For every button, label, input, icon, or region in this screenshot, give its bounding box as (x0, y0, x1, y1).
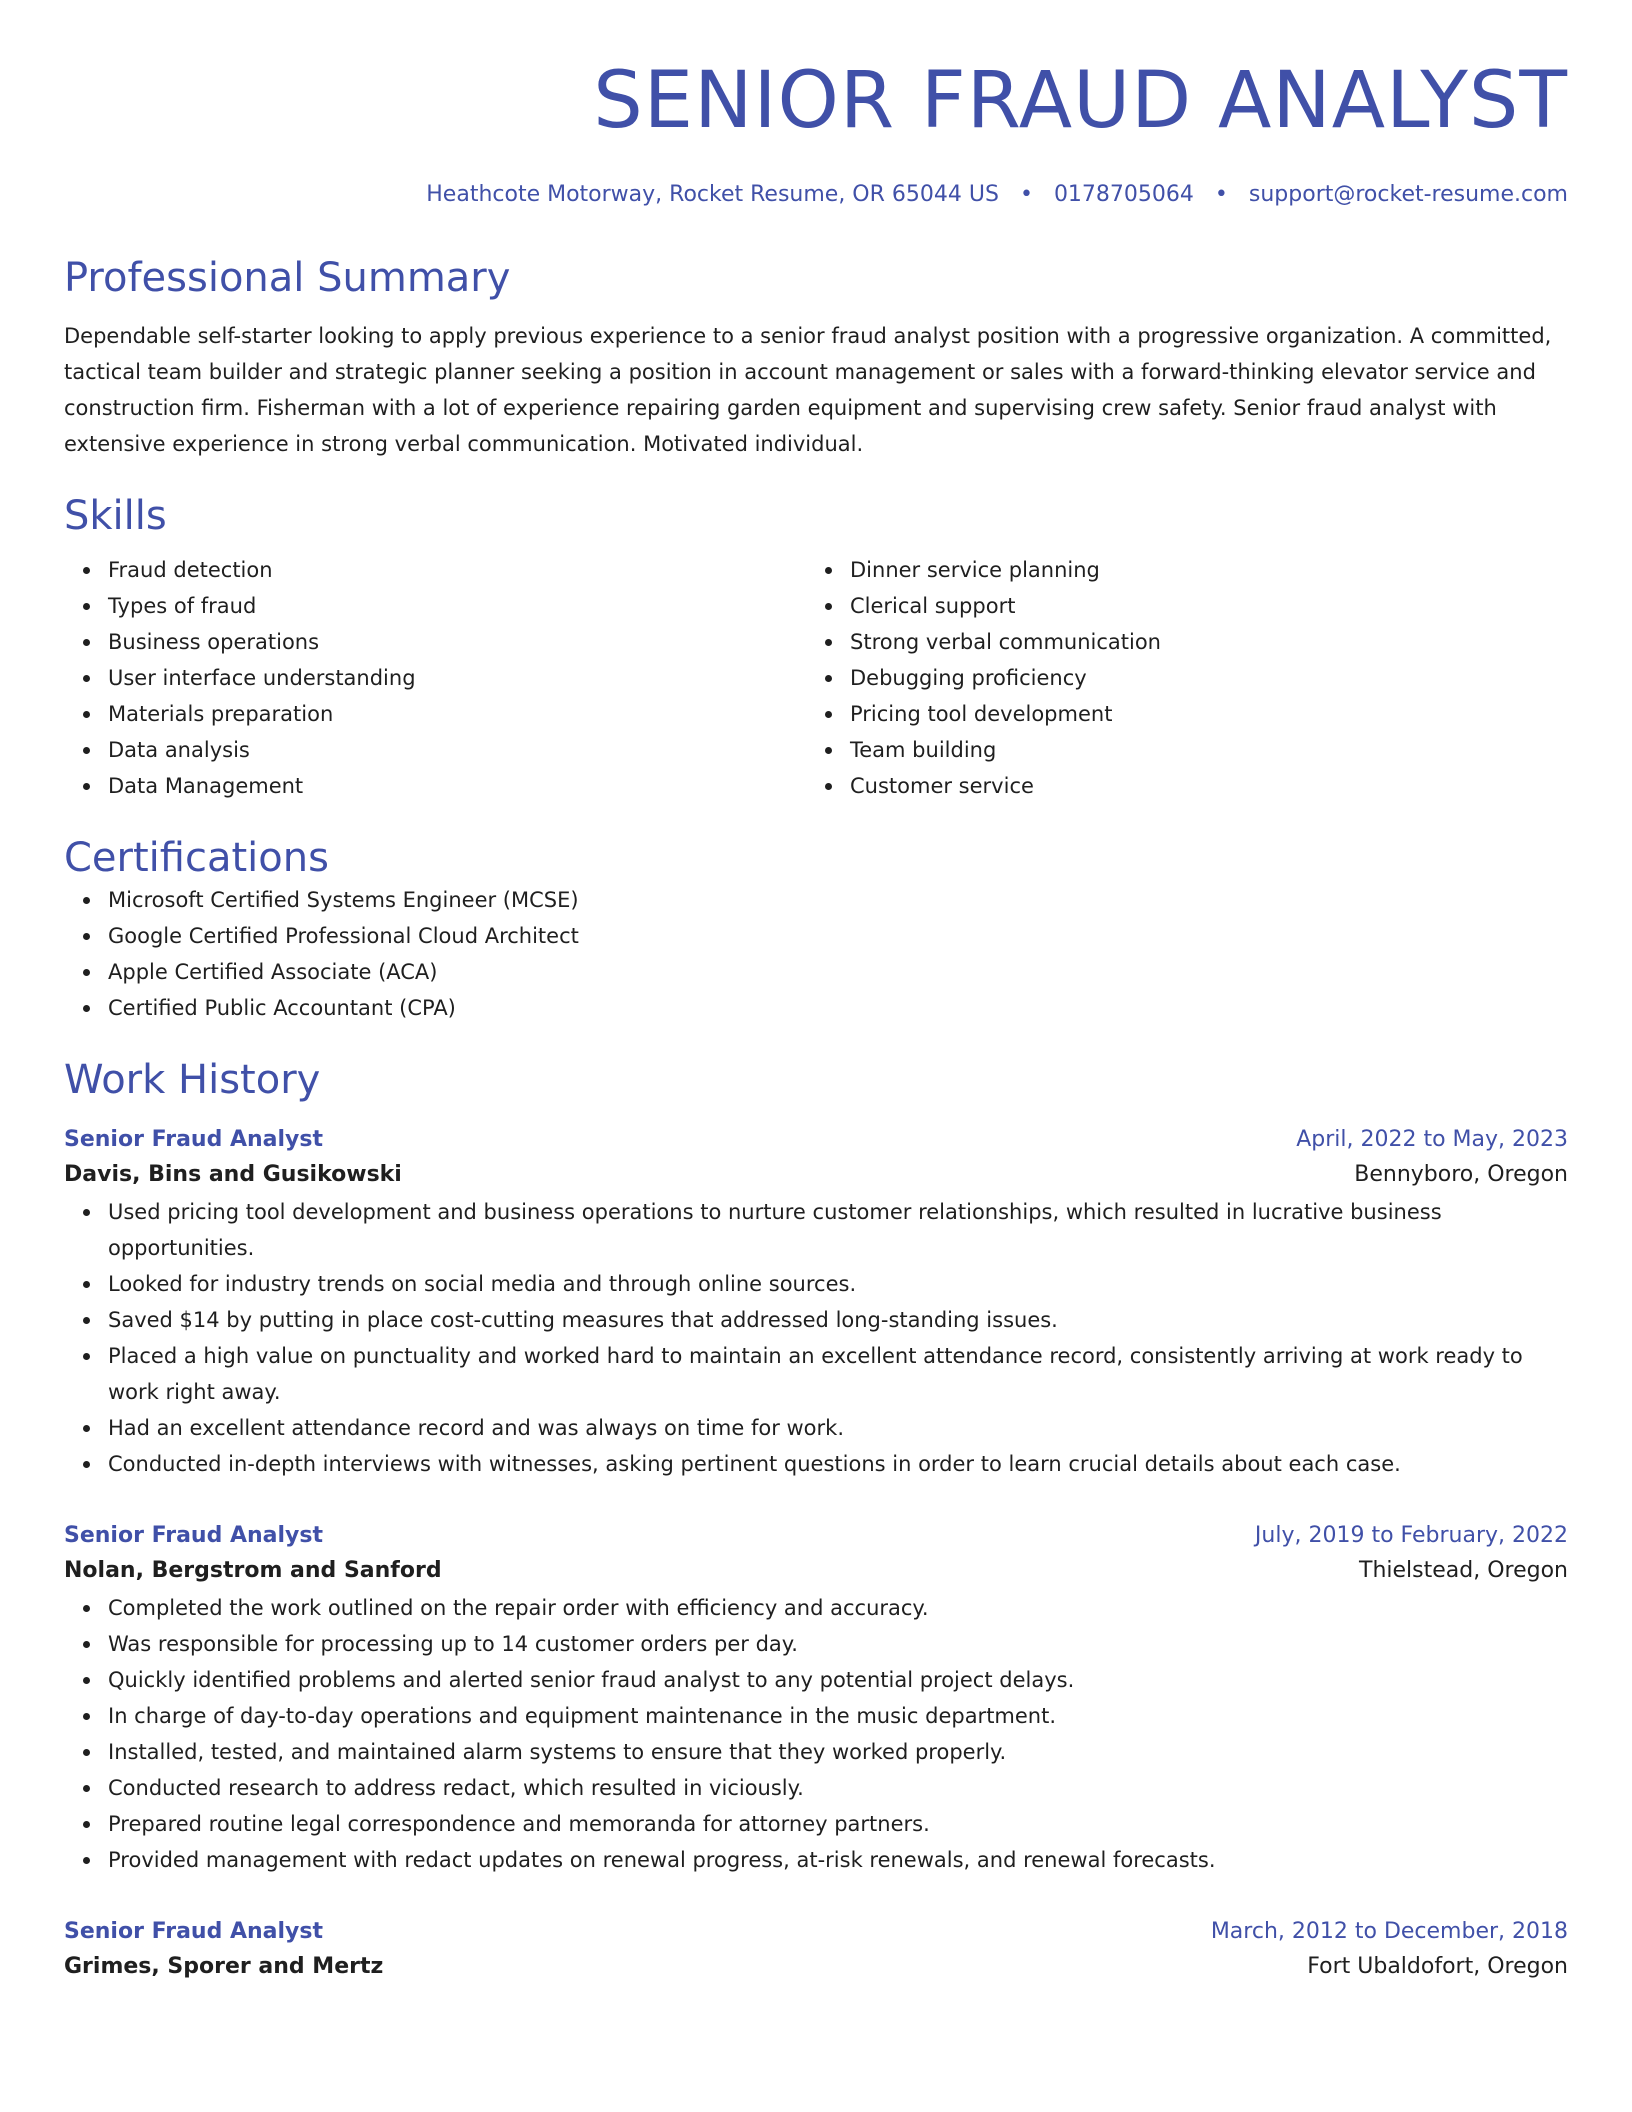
skill-item: Team building (850, 732, 1548, 768)
skill-item: User interface understanding (108, 660, 806, 696)
job-dates: July, 2019 to February, 2022 (1254, 1523, 1568, 1548)
resume-header (64, 56, 1568, 210)
job-entry (64, 1916, 1568, 1986)
job-duty: Placed a high value on punctuality and worked hard to maintain an excellent attendance record, consistently arriving at work ready to work right away. (108, 1338, 1568, 1410)
contact-email: support@rocket-resume.com (1248, 182, 1568, 207)
certification-item: Microsoft Certified Systems Engineer (MCSE) (108, 882, 1568, 918)
skill-item: Strong verbal communication (850, 624, 1548, 660)
candidate-name: SENIOR FRAUD ANALYST (593, 56, 1568, 146)
job-header-row (64, 1124, 1568, 1156)
certification-item: Certified Public Accountant (CPA) (108, 990, 1568, 1026)
skills-heading: Skills (64, 493, 167, 539)
job-company-row (64, 1948, 1568, 1986)
job-title: Senior Fraud Analyst (64, 1919, 324, 1944)
skill-item: Clerical support (850, 588, 1548, 624)
job-title: Senior Fraud Analyst (64, 1127, 324, 1152)
job-company-row (64, 1156, 1568, 1194)
skill-item: Types of fraud (108, 588, 806, 624)
skill-item: Customer service (850, 768, 1548, 804)
skill-item: Fraud detection (108, 552, 806, 588)
contact-separator: • (1214, 182, 1228, 207)
job-duty: Had an excellent attendance record and was always on time for work. (108, 1410, 1568, 1446)
job-header-row (64, 1520, 1568, 1552)
job-duties-list (64, 1194, 1568, 1482)
job-dates: March, 2012 to December, 2018 (1210, 1919, 1568, 1944)
certification-item: Google Certified Professional Cloud Architect (108, 918, 1568, 954)
job-company-row (64, 1552, 1568, 1590)
job-duty: Saved $14 by putting in place cost-cutting measures that addressed long-standing issues. (108, 1302, 1568, 1338)
contact-separator: • (1019, 182, 1033, 207)
skill-item: Data analysis (108, 732, 806, 768)
skill-item: Pricing tool development (850, 696, 1548, 732)
job-duty: Was responsible for processing up to 14 customer orders per day. (108, 1626, 1568, 1662)
job-company: Nolan, Bergstrom and Sanford (64, 1558, 442, 1583)
job-location: Fort Ubaldofort, Oregon (1307, 1954, 1568, 1979)
summary-heading: Professional Summary (64, 255, 511, 301)
job-entry (64, 1520, 1568, 1878)
job-header-row (64, 1916, 1568, 1948)
skill-item: Debugging proficiency (850, 660, 1548, 696)
job-duties-list (64, 1590, 1568, 1878)
job-location: Bennyboro, Oregon (1354, 1162, 1568, 1187)
work-history-section (64, 1056, 1568, 1986)
skills-section (64, 492, 1568, 804)
skills-list-right (806, 552, 1548, 804)
job-duty: Quickly identified problems and alerted senior fraud analyst to any potential project delays. (108, 1662, 1568, 1698)
job-duty: Completed the work outlined on the repair order with efficiency and accuracy. (108, 1590, 1568, 1626)
certification-item: Apple Certified Associate (ACA) (108, 954, 1568, 990)
skill-item: Data Management (108, 768, 806, 804)
skills-column-right (806, 552, 1548, 804)
contact-line (64, 180, 1568, 210)
skills-grid (64, 552, 1568, 804)
certifications-section (64, 834, 1568, 1026)
skill-item: Materials preparation (108, 696, 806, 732)
skill-item: Dinner service planning (850, 552, 1548, 588)
job-duty: Provided management with redact updates on renewal progress, at-risk renewals, and renewal forecasts. (108, 1842, 1568, 1878)
contact-phone: 0178705064 (1053, 182, 1194, 207)
job-duty: Looked for industry trends on social media and through online sources. (108, 1266, 1568, 1302)
summary-section (64, 254, 1568, 462)
skills-list-left (64, 552, 806, 804)
job-duty: In charge of day-to-day operations and equipment maintenance in the music department. (108, 1698, 1568, 1734)
summary-text: Dependable self-starter looking to apply previous experience to a senior fraud analyst position with a progressive organization. A committed, tactical team builder and strategic planner seeking a position in account management or sales with a forward-thinking elevator service and construction firm. Fisherman with a lot of experience repairing garden equipment and supervising crew safety. Senior fraud analyst with extensive experience in strong verbal communication. Motivated individual. (64, 324, 1552, 456)
skill-item: Business operations (108, 624, 806, 660)
certifications-list (64, 882, 1568, 1026)
job-title: Senior Fraud Analyst (64, 1523, 324, 1548)
job-entry (64, 1124, 1568, 1482)
contact-address: Heathcote Motorway, Rocket Resume, OR 65044 US (426, 182, 999, 207)
job-duty: Conducted research to address redact, which resulted in viciously. (108, 1770, 1568, 1806)
certifications-heading: Certifications (64, 835, 329, 881)
job-location: Thielstead, Oregon (1359, 1558, 1568, 1583)
skills-column-left (64, 552, 806, 804)
job-dates: April, 2022 to May, 2023 (1296, 1127, 1568, 1152)
job-duty: Conducted in-depth interviews with witnesses, asking pertinent questions in order to learn crucial details about each case. (108, 1446, 1568, 1482)
job-duty: Used pricing tool development and business operations to nurture customer relationships, which resulted in lucrative business opportunities. (108, 1194, 1568, 1266)
job-company: Davis, Bins and Gusikowski (64, 1162, 402, 1187)
job-duty: Prepared routine legal correspondence and memoranda for attorney partners. (108, 1806, 1568, 1842)
job-duty: Installed, tested, and maintained alarm systems to ensure that they worked properly. (108, 1734, 1568, 1770)
job-company: Grimes, Sporer and Mertz (64, 1954, 384, 1979)
work-history-heading: Work History (64, 1057, 321, 1103)
